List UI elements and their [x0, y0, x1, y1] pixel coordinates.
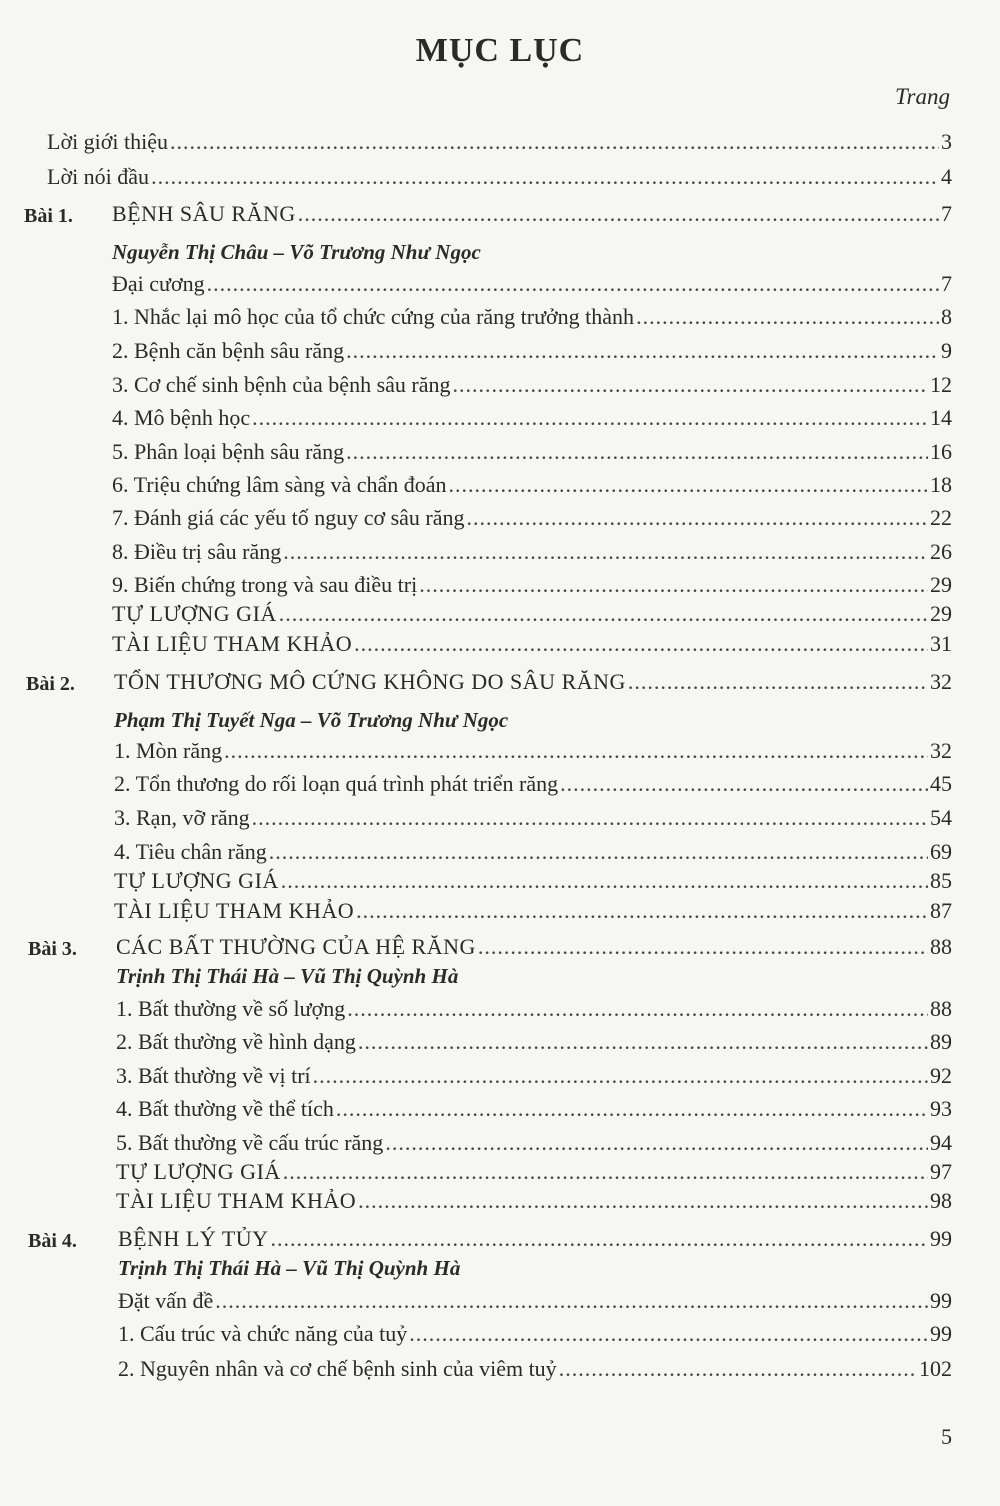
- toc-entry-label: 5. Phân loại bệnh sâu răng: [112, 439, 345, 464]
- leader-dots: [271, 1225, 928, 1253]
- toc-entry-label: 3. Cơ chế sinh bệnh của bệnh sâu răng: [112, 372, 451, 397]
- toc-entry-page: 31: [930, 631, 952, 656]
- leader-dots: [628, 668, 928, 696]
- toc-entry-label: TÀI LIỆU THAM KHẢO: [116, 1188, 357, 1213]
- toc-entry-page: 45: [930, 771, 952, 796]
- toc-entry-label: 4. Tiêu chân răng: [114, 839, 267, 864]
- toc-entry[interactable]: [114, 737, 952, 765]
- toc-entry[interactable]: [112, 303, 952, 331]
- lesson-page: 7: [941, 201, 952, 226]
- leader-dots: [346, 337, 939, 365]
- page-column-label: Trang: [895, 84, 950, 109]
- leader-dots: [279, 600, 928, 628]
- toc-entry-label: 1. Bất thường về số lượng: [116, 996, 346, 1021]
- toc-entry[interactable]: [112, 571, 952, 599]
- leader-dots: [347, 995, 928, 1023]
- leader-dots: [560, 770, 928, 798]
- toc-entry[interactable]: [112, 471, 952, 499]
- toc-entry-label: 4. Mô bệnh học: [112, 405, 251, 430]
- toc-entry-page: 12: [930, 372, 952, 397]
- lesson-tag: Bài 4.: [28, 1230, 77, 1252]
- toc-entry[interactable]: [112, 504, 952, 532]
- toc-entry-page: 29: [930, 601, 952, 626]
- toc-entry[interactable]: [112, 371, 952, 399]
- page-title: MỤC LỤC: [415, 32, 585, 69]
- leader-dots: [283, 1158, 928, 1186]
- toc-entry-page: 93: [930, 1096, 952, 1121]
- toc-entry[interactable]: [116, 995, 952, 1023]
- leader-dots: [467, 504, 928, 532]
- leader-dots: [170, 128, 939, 156]
- toc-entry-page: 87: [930, 898, 952, 923]
- toc-entry-references[interactable]: [114, 897, 952, 925]
- toc-entry-page: 54: [930, 805, 952, 830]
- toc-entry-label: 3. Rạn, vỡ răng: [114, 805, 250, 830]
- leader-dots: [336, 1095, 928, 1123]
- leader-dots: [453, 371, 929, 399]
- toc-entry-label: TỰ LƯỢNG GIÁ: [112, 601, 277, 626]
- toc-entry-page: 99: [930, 1321, 952, 1346]
- toc-entry-label: 1. Mòn răng: [114, 738, 223, 763]
- toc-entry-page: 69: [930, 839, 952, 864]
- toc-entry-page: 98: [930, 1188, 952, 1213]
- leader-dots: [409, 1320, 928, 1348]
- lesson-tag: Bài 1.: [24, 205, 73, 227]
- toc-entry-label: 2. Tổn thương do rối loạn quá trình phát triển răng: [114, 771, 559, 796]
- toc-entry-label: Lời nói đầu: [47, 164, 150, 189]
- toc-entry-label: 4. Bất thường về thể tích: [116, 1096, 334, 1121]
- toc-entry[interactable]: [112, 404, 952, 432]
- toc-entry-self-assessment[interactable]: [112, 600, 952, 628]
- toc-entry-label: 2. Bệnh căn bệnh sâu răng: [112, 338, 345, 363]
- toc-entry[interactable]: [116, 1095, 952, 1123]
- leader-dots: [283, 538, 928, 566]
- toc-entry-references[interactable]: [116, 1187, 952, 1215]
- toc-entry-page: 4: [941, 164, 952, 189]
- leader-dots: [346, 438, 928, 466]
- leader-dots: [358, 1187, 928, 1215]
- toc-entry-label: 2. Nguyên nhân và cơ chế bệnh sinh của viêm tuỷ: [118, 1356, 557, 1381]
- toc-entry-label: 2. Bất thường về hình dạng: [116, 1029, 356, 1054]
- lesson-title: BỆNH SÂU RĂNG: [112, 201, 296, 226]
- leader-dots: [151, 163, 939, 191]
- leader-dots: [354, 630, 928, 658]
- lesson-authors: Trịnh Thị Thái Hà – Vũ Thị Quỳnh Hà: [118, 1256, 461, 1280]
- lesson-page: 99: [930, 1226, 952, 1251]
- lesson-title: TỔN THƯƠNG MÔ CỨNG KHÔNG DO SÂU RĂNG: [114, 669, 626, 694]
- lesson-page: 32: [930, 669, 952, 694]
- toc-entry[interactable]: [116, 1062, 952, 1090]
- lesson-tag: Bài 2.: [26, 673, 75, 695]
- toc-entry[interactable]: [116, 1028, 952, 1056]
- toc-entry-page: 26: [930, 539, 952, 564]
- toc-entry-label: 1. Cấu trúc và chức năng của tuỷ: [118, 1321, 408, 1346]
- toc-entry-self-assessment[interactable]: [114, 867, 952, 895]
- lesson-heading[interactable]: [118, 1225, 952, 1253]
- toc-entry-page: 7: [941, 271, 952, 296]
- toc-entry[interactable]: [114, 804, 952, 832]
- toc-entry-label: 6. Triệu chứng lâm sàng và chẩn đoán: [112, 472, 447, 497]
- leader-dots: [358, 1028, 928, 1056]
- toc-entry[interactable]: [114, 838, 952, 866]
- toc-entry[interactable]: [112, 438, 952, 466]
- leader-dots: [224, 737, 928, 765]
- lesson-heading[interactable]: [116, 933, 952, 961]
- toc-entry-label: Đặt vấn đề: [118, 1288, 214, 1313]
- toc-entry[interactable]: [112, 270, 952, 298]
- lesson-authors: Phạm Thị Tuyết Nga – Võ Trương Như Ngọc: [114, 708, 509, 732]
- toc-entry-references[interactable]: [112, 630, 952, 658]
- leader-dots: [419, 571, 928, 599]
- toc-entry-page: 85: [930, 868, 952, 893]
- toc-entry-page: 14: [930, 405, 952, 430]
- toc-entry-page: 32: [930, 738, 952, 763]
- toc-entry-page: 29: [930, 572, 952, 597]
- toc-entry-label: 1. Nhắc lại mô học của tổ chức cứng của răng trưởng thành: [112, 304, 635, 329]
- leader-dots: [298, 200, 939, 228]
- lesson-page: 88: [930, 934, 952, 959]
- toc-entry-page: 94: [930, 1130, 952, 1155]
- toc-entry[interactable]: [118, 1287, 952, 1315]
- leader-dots: [281, 867, 928, 895]
- toc-entry-label: TỰ LƯỢNG GIÁ: [114, 868, 279, 893]
- lesson-tag: Bài 3.: [28, 938, 77, 960]
- lesson-title: BỆNH LÝ TỦY: [118, 1226, 269, 1251]
- leader-dots: [215, 1287, 928, 1315]
- toc-entry-page: 88: [930, 996, 952, 1021]
- leader-dots: [449, 471, 928, 499]
- leader-dots: [636, 303, 939, 331]
- toc-entry-label: 3. Bất thường về vị trí: [116, 1063, 311, 1088]
- toc-entry-page: 99: [930, 1288, 952, 1313]
- toc-entry-page: 92: [930, 1063, 952, 1088]
- toc-entry-label: 8. Điều trị sâu răng: [112, 539, 282, 564]
- toc-entry-self-assessment[interactable]: [116, 1158, 952, 1186]
- lesson-heading[interactable]: [114, 668, 952, 696]
- toc-entry-page: 18: [930, 472, 952, 497]
- page-number: 5: [941, 1424, 952, 1449]
- leader-dots: [478, 933, 928, 961]
- toc-entry-label: 5. Bất thường về cấu trúc răng: [116, 1130, 384, 1155]
- toc-entry-page: 16: [930, 439, 952, 464]
- toc-entry-label: TỰ LƯỢNG GIÁ: [116, 1159, 281, 1184]
- toc-entry-page: 3: [941, 129, 952, 154]
- leader-dots: [385, 1129, 928, 1157]
- lesson-authors: Trịnh Thị Thái Hà – Vũ Thị Quỳnh Hà: [116, 964, 459, 988]
- toc-entry[interactable]: [114, 770, 952, 798]
- toc-entry-label: 9. Biến chứng trong và sau điều trị: [112, 572, 418, 597]
- leader-dots: [252, 404, 928, 432]
- toc-entry[interactable]: [118, 1320, 952, 1348]
- toc-entry-intro[interactable]: [47, 128, 952, 156]
- toc-entry[interactable]: [112, 337, 952, 365]
- leader-dots: [356, 897, 928, 925]
- toc-entry[interactable]: [118, 1355, 952, 1383]
- leader-dots: [559, 1355, 917, 1383]
- leader-dots: [207, 270, 939, 298]
- toc-entry-page: 8: [941, 304, 952, 329]
- toc-entry-label: TÀI LIỆU THAM KHẢO: [112, 631, 353, 656]
- toc-entry-preface[interactable]: [47, 163, 952, 191]
- toc-entry-label: TÀI LIỆU THAM KHẢO: [114, 898, 355, 923]
- leader-dots: [313, 1062, 928, 1090]
- toc-entry-label: Lời giới thiệu: [47, 129, 169, 154]
- toc-entry-page: 97: [930, 1159, 952, 1184]
- toc-entry[interactable]: [112, 538, 952, 566]
- lesson-authors: Nguyễn Thị Châu – Võ Trương Như Ngọc: [112, 240, 481, 264]
- toc-entry[interactable]: [116, 1129, 952, 1157]
- toc-entry-label: 7. Đánh giá các yếu tố nguy cơ sâu răng: [112, 505, 465, 530]
- leader-dots: [269, 838, 928, 866]
- lesson-heading[interactable]: [112, 200, 952, 228]
- leader-dots: [252, 804, 928, 832]
- lesson-title: CÁC BẤT THƯỜNG CỦA HỆ RĂNG: [116, 934, 476, 959]
- toc-entry-page: 9: [941, 338, 952, 363]
- toc-entry-label: Đại cương: [112, 271, 205, 296]
- toc-entry-page: 22: [930, 505, 952, 530]
- toc-entry-page: 102: [919, 1356, 952, 1381]
- toc-entry-page: 89: [930, 1029, 952, 1054]
